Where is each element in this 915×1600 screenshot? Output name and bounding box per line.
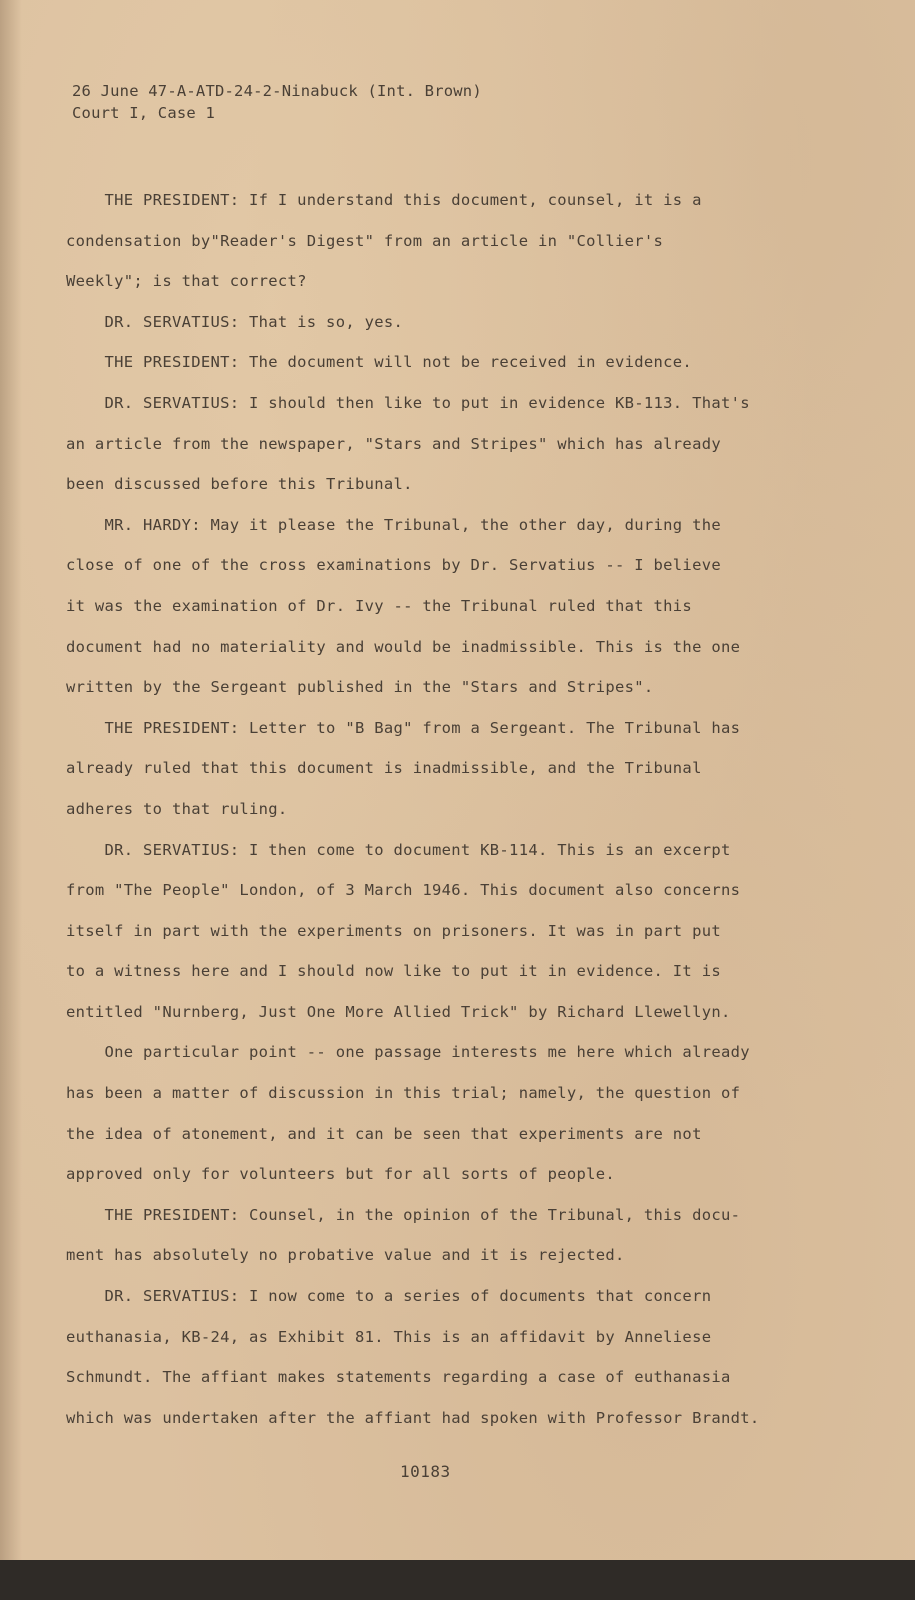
text-line: written by the Sergeant published in the "Stars and Stripes".	[66, 678, 654, 697]
document-header	[72, 80, 482, 124]
text-line: from "The People" London, of 3 March 1946. This document also concerns	[66, 881, 741, 900]
text-line: entitled "Nurnberg, Just One More Allied Trick" by Richard Llewellyn.	[66, 1002, 731, 1021]
text-line: already ruled that this document is inadmissible, and the Tribunal	[66, 759, 702, 778]
text-line: itself in part with the experiments on prisoners. It was in part put	[66, 921, 721, 940]
text-line: condensation by"Reader's Digest" from an article in "Collier's	[66, 231, 664, 250]
text-line: been discussed before this Tribunal.	[66, 475, 413, 494]
text-line: the idea of atonement, and it can be seen that experiments are not	[66, 1124, 702, 1143]
text-line: DR. SERVATIUS: I should then like to put in evidence KB-113. That's	[66, 393, 750, 412]
text-line: DR. SERVATIUS: I now come to a series of documents that concern	[66, 1287, 712, 1306]
text-line: adheres to that ruling.	[66, 799, 288, 818]
text-line: MR. HARDY: May it please the Tribunal, the other day, during the	[66, 515, 721, 534]
header-line-2: Court I, Case 1	[72, 104, 215, 122]
text-line: THE PRESIDENT: The document will not be received in evidence.	[66, 353, 693, 372]
text-line: an article from the newspaper, "Stars and Stripes" which has already	[66, 434, 721, 453]
text-line: it was the examination of Dr. Ivy -- the Tribunal ruled that this	[66, 596, 693, 615]
text-line: to a witness here and I should now like to put it in evidence. It is	[66, 962, 721, 981]
text-line: THE PRESIDENT: If I understand this document, counsel, it is a	[66, 191, 702, 209]
text-line: which was undertaken after the affiant had spoken with Professor Brandt.	[66, 1408, 760, 1427]
text-line: close of one of the cross examinations by Dr. Servatius -- I believe	[66, 556, 721, 575]
text-line: euthanasia, KB-24, as Exhibit 81. This is an affidavit by Anneliese	[66, 1327, 712, 1346]
header-line-1: 26 June 47-A-ATD-24-2-Ninabuck (Int. Brown)	[72, 82, 482, 100]
text-line: document had no materiality and would be inadmissible. This is the one	[66, 637, 741, 656]
text-line: DR. SERVATIUS: I then come to document KB-114. This is an excerpt	[66, 840, 731, 859]
text-line: Weekly"; is that correct?	[66, 272, 307, 291]
text-line: THE PRESIDENT: Counsel, in the opinion of the Tribunal, this docu-	[66, 1205, 741, 1224]
text-line: One particular point -- one passage interests me here which already	[66, 1043, 750, 1062]
text-line: DR. SERVATIUS: That is so, yes.	[66, 312, 404, 331]
scan-background-strip	[0, 1560, 915, 1600]
text-line: THE PRESIDENT: Letter to "B Bag" from a Sergeant. The Tribunal has	[66, 718, 741, 737]
torn-left-edge	[0, 0, 22, 1560]
page-number: 10183	[400, 1462, 451, 1481]
text-line: Schmundt. The affiant makes statements regarding a case of euthanasia	[66, 1368, 731, 1387]
text-line: ment has absolutely no probative value and it is rejected.	[66, 1246, 625, 1265]
transcript-body	[66, 180, 786, 1438]
text-line: approved only for volunteers but for all sorts of people.	[66, 1165, 616, 1184]
text-line: has been a matter of discussion in this trial; namely, the question of	[66, 1084, 741, 1103]
